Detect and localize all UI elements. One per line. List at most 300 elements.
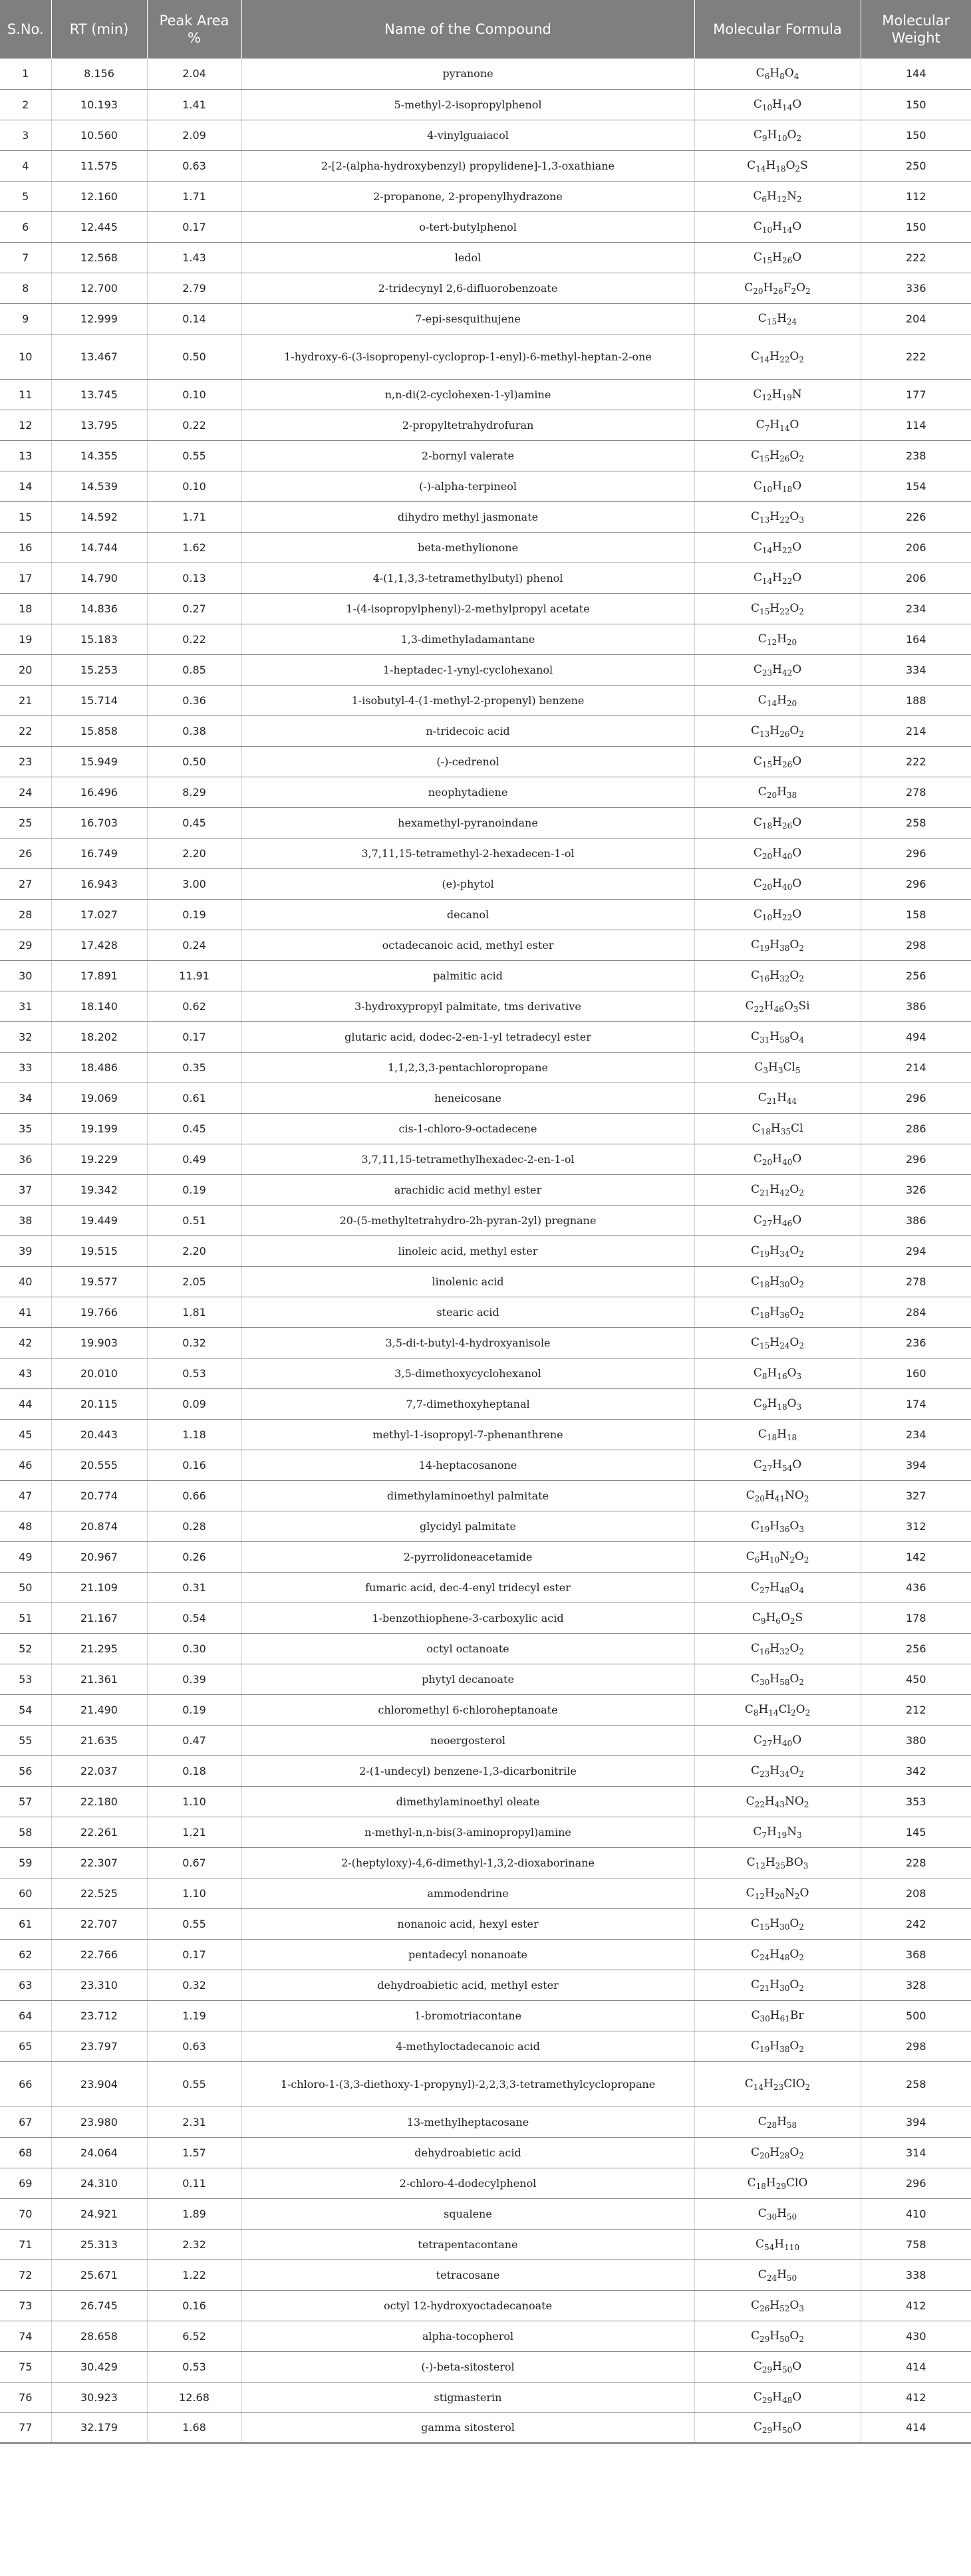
cell-rt: 13.745 <box>51 379 147 410</box>
cell-molecular-formula: $C_{10}H_{18}O$ <box>694 471 861 501</box>
cell-rt: 17.891 <box>51 960 147 991</box>
cell-molecular-weight: 142 <box>861 1541 971 1572</box>
cell-sno: 73 <box>0 2290 51 2321</box>
cell-sno: 42 <box>0 1327 51 1358</box>
table-row <box>0 1113 971 1144</box>
cell-peak-area: 0.32 <box>147 1327 241 1358</box>
cell-molecular-weight: 298 <box>861 2031 971 2061</box>
cell-molecular-weight: 500 <box>861 2000 971 2031</box>
table-row <box>0 1725 971 1755</box>
cell-rt: 24.310 <box>51 2168 147 2198</box>
table-row <box>0 1694 971 1725</box>
table-row <box>0 2000 971 2031</box>
cell-molecular-weight: 353 <box>861 1786 971 1817</box>
table-row <box>0 1327 971 1358</box>
cell-molecular-weight: 412 <box>861 2382 971 2412</box>
cell-peak-area: 0.17 <box>147 1021 241 1052</box>
cell-sno: 13 <box>0 440 51 471</box>
cell-compound-name: 1-hydroxy-6-(3-isopropenyl-cycloprop-1-enyl)-6-methyl-heptan-2-one <box>241 334 694 379</box>
cell-molecular-formula: $C_{18}H_{18}$ <box>694 1419 861 1450</box>
cell-peak-area: 0.45 <box>147 807 241 838</box>
cell-sno: 72 <box>0 2259 51 2290</box>
cell-molecular-formula: $C_{20}H_{38}$ <box>694 777 861 807</box>
table-row <box>0 120 971 150</box>
cell-compound-name: nonanoic acid, hexyl ester <box>241 1908 694 1939</box>
cell-compound-name: 1-isobutyl-4-(1-methyl-2-propenyl) benzene <box>241 685 694 715</box>
cell-molecular-weight: 112 <box>861 181 971 211</box>
cell-rt: 16.496 <box>51 777 147 807</box>
cell-peak-area: 0.11 <box>147 2168 241 2198</box>
cell-sno: 36 <box>0 1144 51 1174</box>
cell-compound-name: 3-hydroxypropyl palmitate, tms derivative <box>241 991 694 1021</box>
cell-rt: 12.700 <box>51 273 147 303</box>
table-row <box>0 1939 971 1970</box>
cell-molecular-formula: $C_{30}H_{58}O_2$ <box>694 1664 861 1694</box>
cell-peak-area: 0.22 <box>147 410 241 440</box>
cell-compound-name: palmitic acid <box>241 960 694 991</box>
cell-molecular-formula: $C_{20}H_{41}NO_2$ <box>694 1480 861 1511</box>
cell-peak-area: 2.20 <box>147 838 241 868</box>
header-rt: RT (min) <box>51 0 147 59</box>
cell-rt: 19.766 <box>51 1297 147 1327</box>
table-row <box>0 624 971 654</box>
table-row <box>0 2351 971 2382</box>
cell-molecular-formula: $C_{21}H_{42}O_2$ <box>694 1174 861 1205</box>
table-row <box>0 1908 971 1939</box>
cell-peak-area: 12.68 <box>147 2382 241 2412</box>
cell-molecular-weight: 334 <box>861 654 971 685</box>
cell-molecular-formula: $C_{15}H_{26}O_2$ <box>694 440 861 471</box>
cell-sno: 57 <box>0 1786 51 1817</box>
cell-molecular-formula: $C_{18}H_{30}O_2$ <box>694 1266 861 1297</box>
cell-molecular-formula: $C_{14}H_{18}O_2S$ <box>694 150 861 181</box>
cell-molecular-weight: 296 <box>861 838 971 868</box>
cell-molecular-formula: $C_{15}H_{22}O_2$ <box>694 593 861 624</box>
cell-compound-name: methyl-1-isopropyl-7-phenanthrene <box>241 1419 694 1450</box>
table-row <box>0 2107 971 2137</box>
cell-peak-area: 11.91 <box>147 960 241 991</box>
cell-molecular-formula: $C_9H_{10}O_2$ <box>694 120 861 150</box>
cell-molecular-weight: 150 <box>861 211 971 242</box>
cell-rt: 12.568 <box>51 242 147 273</box>
cell-molecular-weight: 242 <box>861 1908 971 1939</box>
cell-molecular-formula: $C_{20}H_{40}O$ <box>694 838 861 868</box>
cell-rt: 21.109 <box>51 1572 147 1603</box>
cell-peak-area: 0.63 <box>147 2031 241 2061</box>
cell-sno: 10 <box>0 334 51 379</box>
cell-sno: 40 <box>0 1266 51 1297</box>
cell-compound-name: (-)-alpha-terpineol <box>241 471 694 501</box>
cell-molecular-weight: 177 <box>861 379 971 410</box>
cell-molecular-formula: $C_{15}H_{30}O_2$ <box>694 1908 861 1939</box>
cell-compound-name: dimethylaminoethyl oleate <box>241 1786 694 1817</box>
cell-molecular-formula: $C_{29}H_{48}O$ <box>694 2382 861 2412</box>
cell-molecular-weight: 394 <box>861 1450 971 1480</box>
table-row <box>0 2290 971 2321</box>
cell-sno: 20 <box>0 654 51 685</box>
cell-molecular-weight: 208 <box>861 1878 971 1908</box>
cell-compound-name: 1-heptadec-1-ynyl-cyclohexanol <box>241 654 694 685</box>
cell-peak-area: 0.31 <box>147 1572 241 1603</box>
cell-sno: 49 <box>0 1541 51 1572</box>
table-row <box>0 1603 971 1633</box>
cell-compound-name: linoleic acid, methyl ester <box>241 1235 694 1266</box>
cell-molecular-weight: 258 <box>861 2061 971 2107</box>
cell-rt: 19.449 <box>51 1205 147 1235</box>
cell-compound-name: 3,5-di-t-butyl-4-hydroxyanisole <box>241 1327 694 1358</box>
table-row <box>0 2382 971 2412</box>
table-row <box>0 150 971 181</box>
table-row <box>0 930 971 960</box>
cell-peak-area: 0.45 <box>147 1113 241 1144</box>
cell-compound-name: 1-benzothiophene-3-carboxylic acid <box>241 1603 694 1633</box>
cell-peak-area: 0.63 <box>147 150 241 181</box>
table-row <box>0 334 971 379</box>
cell-compound-name: n,n-di(2-cyclohexen-1-yl)amine <box>241 379 694 410</box>
cell-peak-area: 0.47 <box>147 1725 241 1755</box>
table-row <box>0 838 971 868</box>
cell-sno: 47 <box>0 1480 51 1511</box>
cell-peak-area: 0.50 <box>147 746 241 777</box>
cell-peak-area: 0.16 <box>147 1450 241 1480</box>
cell-rt: 22.180 <box>51 1786 147 1817</box>
cell-sno: 30 <box>0 960 51 991</box>
table-row <box>0 1205 971 1235</box>
cell-molecular-formula: $C_{54}H_{110}$ <box>694 2229 861 2259</box>
cell-compound-name: 20-(5-methyltetrahydro-2h-pyran-2yl) pregnane <box>241 1205 694 1235</box>
cell-peak-area: 0.30 <box>147 1633 241 1664</box>
table-row <box>0 991 971 1021</box>
cell-compound-name: 13-methylheptacosane <box>241 2107 694 2137</box>
cell-compound-name: fumaric acid, dec-4-enyl tridecyl ester <box>241 1572 694 1603</box>
cell-sno: 19 <box>0 624 51 654</box>
cell-sno: 24 <box>0 777 51 807</box>
cell-molecular-weight: 284 <box>861 1297 971 1327</box>
cell-peak-area: 0.35 <box>147 1052 241 1083</box>
cell-rt: 23.980 <box>51 2107 147 2137</box>
cell-molecular-weight: 314 <box>861 2137 971 2168</box>
cell-peak-area: 0.13 <box>147 563 241 593</box>
cell-compound-name: 2-tridecynyl 2,6-difluorobenzoate <box>241 273 694 303</box>
header-compound-name: Name of the Compound <box>241 0 694 59</box>
cell-molecular-formula: $C_{23}H_{34}O_2$ <box>694 1755 861 1786</box>
cell-rt: 14.355 <box>51 440 147 471</box>
cell-compound-name: 2-propanone, 2-propenylhydrazone <box>241 181 694 211</box>
cell-compound-name: 2-bornyl valerate <box>241 440 694 471</box>
cell-compound-name: glutaric acid, dodec-2-en-1-yl tetradecyl ester <box>241 1021 694 1052</box>
cell-molecular-weight: 758 <box>861 2229 971 2259</box>
cell-molecular-formula: $C_{13}H_{22}O_3$ <box>694 501 861 532</box>
cell-molecular-weight: 256 <box>861 960 971 991</box>
cell-compound-name: 2-pyrrolidoneacetamide <box>241 1541 694 1572</box>
cell-peak-area: 0.14 <box>147 303 241 334</box>
table-row <box>0 1572 971 1603</box>
cell-rt: 32.179 <box>51 2412 147 2443</box>
cell-sno: 34 <box>0 1083 51 1113</box>
cell-rt: 19.229 <box>51 1144 147 1174</box>
header-row <box>0 0 971 59</box>
table-row <box>0 2168 971 2198</box>
cell-molecular-weight: 154 <box>861 471 971 501</box>
cell-sno: 35 <box>0 1113 51 1144</box>
cell-rt: 22.307 <box>51 1847 147 1878</box>
table-row <box>0 960 971 991</box>
cell-molecular-weight: 327 <box>861 1480 971 1511</box>
cell-rt: 19.903 <box>51 1327 147 1358</box>
cell-molecular-formula: $C_{19}H_{36}O_3$ <box>694 1511 861 1541</box>
cell-sno: 22 <box>0 715 51 746</box>
cell-compound-name: heneicosane <box>241 1083 694 1113</box>
cell-peak-area: 0.53 <box>147 2351 241 2382</box>
cell-rt: 22.766 <box>51 1939 147 1970</box>
cell-peak-area: 0.55 <box>147 440 241 471</box>
cell-molecular-formula: $C_6H_{12}N_2$ <box>694 181 861 211</box>
table-body <box>0 59 971 2443</box>
cell-rt: 14.836 <box>51 593 147 624</box>
cell-molecular-weight: 430 <box>861 2321 971 2351</box>
cell-rt: 20.874 <box>51 1511 147 1541</box>
cell-molecular-formula: $C_{21}H_{30}O_2$ <box>694 1970 861 2000</box>
table-row <box>0 1450 971 1480</box>
cell-molecular-formula: $C_{24}H_{50}$ <box>694 2259 861 2290</box>
cell-rt: 20.555 <box>51 1450 147 1480</box>
cell-peak-area: 1.10 <box>147 1786 241 1817</box>
table-row <box>0 1878 971 1908</box>
cell-molecular-weight: 326 <box>861 1174 971 1205</box>
cell-molecular-formula: $C_{29}H_{50}O$ <box>694 2351 861 2382</box>
table-row <box>0 899 971 930</box>
cell-molecular-formula: $C_{18}H_{29}ClO$ <box>694 2168 861 2198</box>
table-row <box>0 868 971 899</box>
cell-molecular-weight: 206 <box>861 532 971 563</box>
cell-rt: 28.658 <box>51 2321 147 2351</box>
cell-peak-area: 1.22 <box>147 2259 241 2290</box>
cell-molecular-formula: $C_{19}H_{38}O_2$ <box>694 930 861 960</box>
table-row <box>0 242 971 273</box>
cell-rt: 15.949 <box>51 746 147 777</box>
cell-molecular-formula: $C_{15}H_{24}O_2$ <box>694 1327 861 1358</box>
cell-compound-name: beta-methylionone <box>241 532 694 563</box>
cell-sno: 71 <box>0 2229 51 2259</box>
cell-molecular-weight: 256 <box>861 1633 971 1664</box>
cell-compound-name: glycidyl palmitate <box>241 1511 694 1541</box>
cell-molecular-weight: 342 <box>861 1755 971 1786</box>
table-row <box>0 715 971 746</box>
cell-compound-name: dimethylaminoethyl palmitate <box>241 1480 694 1511</box>
table-row <box>0 1266 971 1297</box>
cell-peak-area: 6.52 <box>147 2321 241 2351</box>
cell-rt: 24.064 <box>51 2137 147 2168</box>
cell-sno: 17 <box>0 563 51 593</box>
cell-rt: 11.575 <box>51 150 147 181</box>
cell-molecular-formula: $C_{23}H_{42}O$ <box>694 654 861 685</box>
cell-molecular-formula: $C_7H_{19}N_3$ <box>694 1817 861 1847</box>
cell-molecular-weight: 228 <box>861 1847 971 1878</box>
cell-compound-name: octyl octanoate <box>241 1633 694 1664</box>
cell-peak-area: 0.19 <box>147 1174 241 1205</box>
cell-compound-name: (-)-cedrenol <box>241 746 694 777</box>
cell-peak-area: 0.39 <box>147 1664 241 1694</box>
table-row <box>0 181 971 211</box>
table-row <box>0 89 971 120</box>
cell-rt: 30.429 <box>51 2351 147 2382</box>
cell-peak-area: 0.26 <box>147 1541 241 1572</box>
cell-peak-area: 0.85 <box>147 654 241 685</box>
cell-peak-area: 0.09 <box>147 1388 241 1419</box>
cell-molecular-weight: 214 <box>861 715 971 746</box>
cell-rt: 22.037 <box>51 1755 147 1786</box>
cell-molecular-formula: $C_{31}H_{58}O_4$ <box>694 1021 861 1052</box>
table-row <box>0 1541 971 1572</box>
cell-compound-name: dehydroabietic acid <box>241 2137 694 2168</box>
cell-compound-name: n-tridecoic acid <box>241 715 694 746</box>
cell-sno: 37 <box>0 1174 51 1205</box>
table-row <box>0 1083 971 1113</box>
cell-molecular-formula: $C_{30}H_{61}Br$ <box>694 2000 861 2031</box>
cell-sno: 54 <box>0 1694 51 1725</box>
cell-peak-area: 0.55 <box>147 1908 241 1939</box>
cell-rt: 15.858 <box>51 715 147 746</box>
table-row <box>0 1847 971 1878</box>
cell-sno: 7 <box>0 242 51 273</box>
cell-rt: 18.486 <box>51 1052 147 1083</box>
table-row <box>0 211 971 242</box>
cell-compound-name: (e)-phytol <box>241 868 694 899</box>
cell-rt: 25.671 <box>51 2259 147 2290</box>
cell-molecular-formula: $C_{10}H_{14}O$ <box>694 211 861 242</box>
cell-sno: 29 <box>0 930 51 960</box>
cell-sno: 60 <box>0 1878 51 1908</box>
cell-rt: 20.010 <box>51 1358 147 1388</box>
cell-molecular-weight: 178 <box>861 1603 971 1633</box>
cell-molecular-weight: 298 <box>861 930 971 960</box>
cell-molecular-formula: $C_{21}H_{44}$ <box>694 1083 861 1113</box>
cell-sno: 61 <box>0 1908 51 1939</box>
cell-compound-name: 7-epi-sesquithujene <box>241 303 694 334</box>
cell-sno: 25 <box>0 807 51 838</box>
cell-sno: 44 <box>0 1388 51 1419</box>
table-row <box>0 807 971 838</box>
cell-sno: 39 <box>0 1235 51 1266</box>
cell-rt: 17.428 <box>51 930 147 960</box>
cell-compound-name: linolenic acid <box>241 1266 694 1297</box>
cell-rt: 19.342 <box>51 1174 147 1205</box>
cell-sno: 15 <box>0 501 51 532</box>
cell-peak-area: 0.19 <box>147 899 241 930</box>
cell-molecular-weight: 164 <box>861 624 971 654</box>
cell-compound-name: dehydroabietic acid, methyl ester <box>241 1970 694 2000</box>
cell-molecular-weight: 214 <box>861 1052 971 1083</box>
cell-peak-area: 2.79 <box>147 273 241 303</box>
cell-sno: 27 <box>0 868 51 899</box>
cell-molecular-weight: 222 <box>861 746 971 777</box>
table-row <box>0 410 971 440</box>
table-row <box>0 471 971 501</box>
table-header <box>0 0 971 59</box>
cell-peak-area: 0.10 <box>147 379 241 410</box>
cell-sno: 18 <box>0 593 51 624</box>
cell-rt: 21.635 <box>51 1725 147 1755</box>
cell-compound-name: 2-propyltetrahydrofuran <box>241 410 694 440</box>
cell-molecular-formula: $C_{19}H_{34}O_2$ <box>694 1235 861 1266</box>
cell-rt: 23.797 <box>51 2031 147 2061</box>
cell-sno: 3 <box>0 120 51 150</box>
table-row <box>0 685 971 715</box>
cell-sno: 21 <box>0 685 51 715</box>
cell-molecular-formula: $C_8H_{16}O_3$ <box>694 1358 861 1388</box>
cell-molecular-weight: 238 <box>861 440 971 471</box>
table-row <box>0 379 971 410</box>
cell-compound-name: 5-methyl-2-isopropylphenol <box>241 89 694 120</box>
cell-molecular-formula: $C_{29}H_{50}O_2$ <box>694 2321 861 2351</box>
cell-compound-name: cis-1-chloro-9-octadecene <box>241 1113 694 1144</box>
cell-compound-name: ammodendrine <box>241 1878 694 1908</box>
cell-compound-name: tetrapentacontane <box>241 2229 694 2259</box>
cell-molecular-formula: $C_{22}H_{43}NO_2$ <box>694 1786 861 1817</box>
cell-rt: 19.069 <box>51 1083 147 1113</box>
cell-peak-area: 2.31 <box>147 2107 241 2137</box>
cell-peak-area: 0.17 <box>147 1939 241 1970</box>
cell-rt: 30.923 <box>51 2382 147 2412</box>
cell-molecular-weight: 296 <box>861 1144 971 1174</box>
cell-molecular-weight: 114 <box>861 410 971 440</box>
cell-sno: 75 <box>0 2351 51 2382</box>
cell-rt: 15.253 <box>51 654 147 685</box>
table-row <box>0 273 971 303</box>
cell-sno: 67 <box>0 2107 51 2137</box>
cell-sno: 5 <box>0 181 51 211</box>
cell-sno: 69 <box>0 2168 51 2198</box>
table-row <box>0 746 971 777</box>
cell-peak-area: 0.66 <box>147 1480 241 1511</box>
cell-sno: 16 <box>0 532 51 563</box>
header-peak-area: Peak Area % <box>147 0 241 59</box>
cell-compound-name: 2-chloro-4-dodecylphenol <box>241 2168 694 2198</box>
cell-rt: 16.749 <box>51 838 147 868</box>
cell-rt: 20.115 <box>51 1388 147 1419</box>
table-row <box>0 1144 971 1174</box>
cell-molecular-weight: 234 <box>861 1419 971 1450</box>
cell-molecular-formula: $C_{12}H_{19}N$ <box>694 379 861 410</box>
table-row <box>0 2259 971 2290</box>
cell-molecular-formula: $C_{14}H_{22}O$ <box>694 563 861 593</box>
table-row <box>0 1970 971 2000</box>
cell-sno: 32 <box>0 1021 51 1052</box>
cell-peak-area: 2.20 <box>147 1235 241 1266</box>
cell-sno: 64 <box>0 2000 51 2031</box>
cell-molecular-formula: $C_{15}H_{26}O$ <box>694 746 861 777</box>
cell-sno: 41 <box>0 1297 51 1327</box>
cell-molecular-weight: 144 <box>861 59 971 89</box>
cell-peak-area: 0.36 <box>147 685 241 715</box>
cell-rt: 12.160 <box>51 181 147 211</box>
table-row <box>0 59 971 89</box>
cell-peak-area: 2.04 <box>147 59 241 89</box>
header-sno: S.No. <box>0 0 51 59</box>
cell-molecular-weight: 174 <box>861 1388 971 1419</box>
cell-rt: 17.027 <box>51 899 147 930</box>
cell-molecular-weight: 312 <box>861 1511 971 1541</box>
cell-molecular-weight: 158 <box>861 899 971 930</box>
cell-sno: 51 <box>0 1603 51 1633</box>
cell-molecular-weight: 386 <box>861 1205 971 1235</box>
cell-sno: 62 <box>0 1939 51 1970</box>
cell-sno: 56 <box>0 1755 51 1786</box>
cell-rt: 23.310 <box>51 1970 147 2000</box>
cell-rt: 18.202 <box>51 1021 147 1052</box>
cell-sno: 4 <box>0 150 51 181</box>
cell-sno: 31 <box>0 991 51 1021</box>
